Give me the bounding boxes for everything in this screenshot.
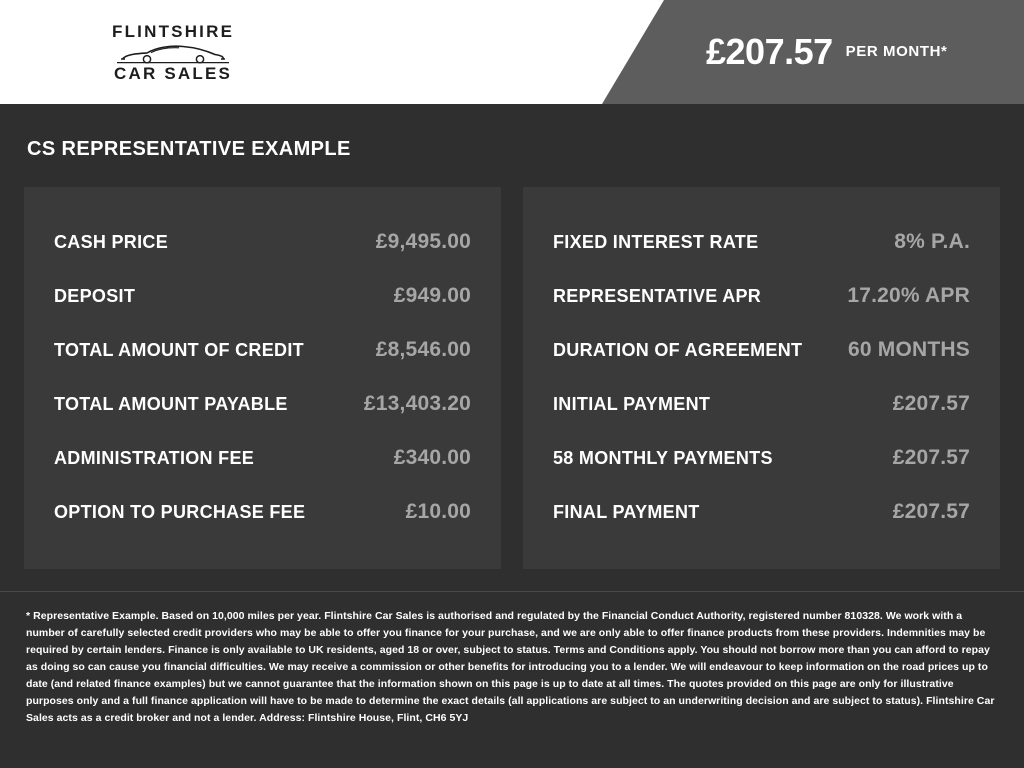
row-label: OPTION TO PURCHASE FEE xyxy=(54,502,306,522)
row-label: INITIAL PAYMENT xyxy=(553,394,711,414)
monthly-price-panel xyxy=(664,0,1024,104)
monthly-price-value: £207.57 xyxy=(706,31,833,72)
row-value: £8,546.00 xyxy=(375,338,471,361)
row-value: £207.57 xyxy=(892,500,970,523)
row-label: ADMINISTRATION FEE xyxy=(54,448,255,468)
left-details-card xyxy=(24,187,501,569)
footer-disclaimer xyxy=(0,591,1024,727)
row-value: 60 MONTHS xyxy=(848,338,970,361)
table-row xyxy=(553,269,970,323)
table-row xyxy=(54,377,471,431)
row-label: REPRESENTATIVE APR xyxy=(553,286,762,306)
table-row xyxy=(553,485,970,539)
monthly-price-suffix: PER MONTH* xyxy=(845,42,948,60)
row-value: £10.00 xyxy=(405,500,471,523)
row-label: TOTAL AMOUNT PAYABLE xyxy=(54,394,288,414)
logo-line2: CAR SALES xyxy=(114,63,233,83)
table-row xyxy=(54,323,471,377)
page-title: CS REPRESENTATIVE EXAMPLE xyxy=(27,138,351,160)
table-row xyxy=(553,431,970,485)
table-row xyxy=(553,215,970,269)
table-row xyxy=(54,269,471,323)
table-row xyxy=(54,215,471,269)
car-silhouette-icon xyxy=(117,42,229,64)
row-value: £207.57 xyxy=(892,446,970,469)
row-value: 8% P.A. xyxy=(894,230,970,253)
right-details-card xyxy=(523,187,1000,569)
table-row xyxy=(54,485,471,539)
row-value: £949.00 xyxy=(393,284,471,307)
row-value: £207.57 xyxy=(892,392,970,415)
table-row xyxy=(553,323,970,377)
row-value: £13,403.20 xyxy=(363,392,471,415)
row-label: TOTAL AMOUNT OF CREDIT xyxy=(54,340,304,360)
row-value: £9,495.00 xyxy=(375,230,471,253)
disclaimer-text: * Representative Example. Based on 10,000 miles per year. Flintshire Car Sales is authorised and regulated by the Financial Conduct Authority, registered number 810328. We work with a number of carefully selected credit providers who may be able to offer you finance for your purchase, and we are only able to offer finance products from these providers. Indemnities may be required by certain lenders. Finance is only available to UK residents, aged 18 or over, subject to status. Terms and Conditions apply. You should not borrow more than you can afford to repay as doing so can cause you financial difficulties. We may receive a commission or other benefits for introducing you to a lender. We will endeavour to keep information on the road prices up to date (and related finance examples) but we cannot guarantee that the information shown on this page is up to date at all times. The quotes provided on this page are only for illustrative purposes only and a full finance application will have to be made to determine the exact details (all applications are subject to an underwriting decision and are subject to status). Flintshire Car Sales acts as a credit broker and not a lender. Address: Flintshire House, Flint, CH6 5YJ xyxy=(26,610,995,724)
content-area xyxy=(0,104,1024,569)
table-row xyxy=(553,377,970,431)
row-value: 17.20% APR xyxy=(847,284,970,307)
row-label: DEPOSIT xyxy=(54,286,136,306)
page-header xyxy=(0,0,1024,104)
row-value: £340.00 xyxy=(393,446,471,469)
table-row xyxy=(54,431,471,485)
details-cards xyxy=(24,187,1000,569)
row-label: CASH PRICE xyxy=(54,232,169,252)
row-label: 58 MONTHLY PAYMENTS xyxy=(553,448,773,468)
brand-logo[interactable] xyxy=(112,23,234,82)
row-label: DURATION OF AGREEMENT xyxy=(553,340,803,360)
row-label: FINAL PAYMENT xyxy=(553,502,700,522)
row-label: FIXED INTEREST RATE xyxy=(553,232,759,252)
logo-line1: FLINTSHIRE xyxy=(112,21,235,41)
